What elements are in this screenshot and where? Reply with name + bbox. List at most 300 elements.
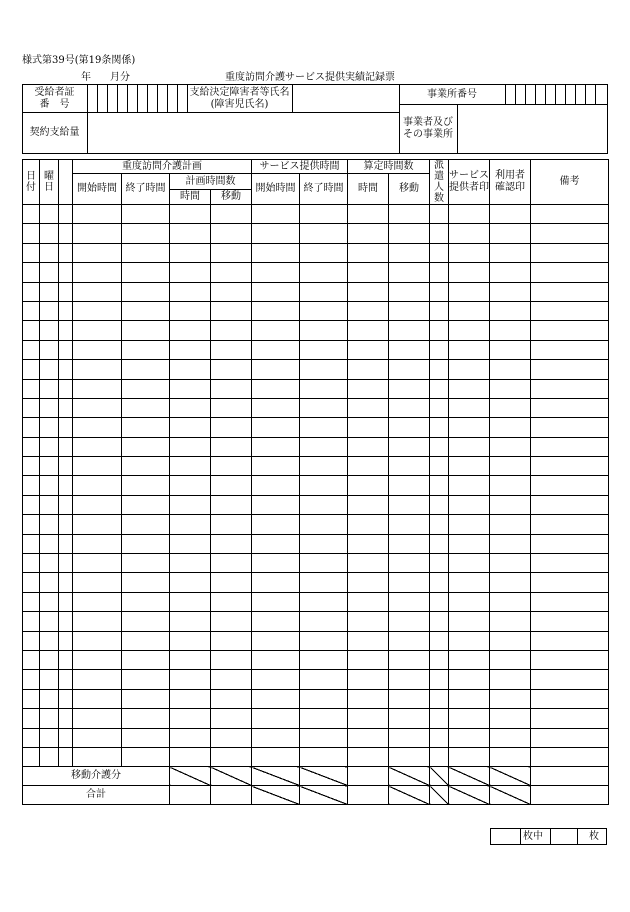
record-cell[interactable]	[23, 418, 40, 437]
record-cell[interactable]	[531, 670, 609, 689]
record-cell[interactable]	[430, 709, 449, 728]
record-cell[interactable]	[531, 689, 609, 708]
record-cell[interactable]	[531, 437, 609, 456]
record-cell[interactable]	[430, 515, 449, 534]
record-cell[interactable]	[170, 534, 211, 553]
record-cell[interactable]	[122, 398, 170, 417]
record-cell[interactable]	[40, 631, 59, 650]
record-cell[interactable]	[122, 205, 170, 224]
record-cell[interactable]	[40, 263, 59, 282]
record-cell[interactable]	[449, 515, 490, 534]
total-cell[interactable]	[531, 786, 609, 805]
record-cell[interactable]	[252, 476, 300, 495]
record-cell[interactable]	[122, 515, 170, 534]
record-cell[interactable]	[59, 515, 73, 534]
total-cell[interactable]	[211, 786, 252, 805]
record-cell[interactable]	[348, 360, 389, 379]
record-cell[interactable]	[490, 728, 531, 747]
record-cell[interactable]	[73, 243, 122, 262]
record-cell[interactable]	[490, 709, 531, 728]
record-cell[interactable]	[449, 379, 490, 398]
record-cell[interactable]	[211, 321, 252, 340]
record-cell[interactable]	[490, 398, 531, 417]
record-cell[interactable]	[59, 534, 73, 553]
record-cell[interactable]	[389, 747, 430, 766]
record-cell[interactable]	[211, 205, 252, 224]
record-cell[interactable]	[531, 476, 609, 495]
record-cell[interactable]	[348, 457, 389, 476]
record-cell[interactable]	[490, 205, 531, 224]
record-cell[interactable]	[252, 592, 300, 611]
record-cell[interactable]	[430, 670, 449, 689]
record-cell[interactable]	[170, 689, 211, 708]
record-cell[interactable]	[531, 243, 609, 262]
record-cell[interactable]	[170, 495, 211, 514]
record-cell[interactable]	[59, 301, 73, 320]
record-cell[interactable]	[122, 592, 170, 611]
record-cell[interactable]	[40, 709, 59, 728]
record-cell[interactable]	[40, 573, 59, 592]
record-cell[interactable]	[59, 398, 73, 417]
record-cell[interactable]	[300, 437, 348, 456]
record-cell[interactable]	[430, 573, 449, 592]
sum-cell[interactable]	[449, 767, 490, 786]
record-cell[interactable]	[122, 379, 170, 398]
record-cell[interactable]	[490, 515, 531, 534]
record-cell[interactable]	[449, 476, 490, 495]
record-cell[interactable]	[389, 321, 430, 340]
record-cell[interactable]	[59, 631, 73, 650]
record-cell[interactable]	[170, 709, 211, 728]
record-cell[interactable]	[490, 670, 531, 689]
record-cell[interactable]	[348, 243, 389, 262]
record-cell[interactable]	[449, 418, 490, 437]
record-cell[interactable]	[40, 205, 59, 224]
record-cell[interactable]	[23, 670, 40, 689]
record-cell[interactable]	[40, 689, 59, 708]
record-cell[interactable]	[300, 360, 348, 379]
record-cell[interactable]	[348, 573, 389, 592]
record-cell[interactable]	[531, 418, 609, 437]
record-cell[interactable]	[122, 224, 170, 243]
record-cell[interactable]	[300, 670, 348, 689]
record-cell[interactable]	[23, 728, 40, 747]
record-cell[interactable]	[449, 398, 490, 417]
record-cell[interactable]	[211, 631, 252, 650]
record-cell[interactable]	[490, 340, 531, 359]
record-cell[interactable]	[490, 321, 531, 340]
record-cell[interactable]	[430, 243, 449, 262]
record-cell[interactable]	[170, 728, 211, 747]
record-cell[interactable]	[531, 263, 609, 282]
record-cell[interactable]	[73, 205, 122, 224]
record-cell[interactable]	[23, 224, 40, 243]
record-cell[interactable]	[490, 612, 531, 631]
record-cell[interactable]	[389, 457, 430, 476]
record-cell[interactable]	[531, 631, 609, 650]
record-cell[interactable]	[449, 263, 490, 282]
record-cell[interactable]	[348, 398, 389, 417]
sum-cell[interactable]	[300, 767, 348, 786]
record-cell[interactable]	[73, 709, 122, 728]
record-cell[interactable]	[531, 301, 609, 320]
record-cell[interactable]	[389, 418, 430, 437]
record-cell[interactable]	[252, 650, 300, 669]
sum-cell[interactable]	[170, 767, 211, 786]
record-cell[interactable]	[531, 379, 609, 398]
record-cell[interactable]	[211, 243, 252, 262]
record-cell[interactable]	[40, 650, 59, 669]
record-cell[interactable]	[430, 301, 449, 320]
record-cell[interactable]	[122, 554, 170, 573]
total-cell[interactable]	[490, 786, 531, 805]
record-cell[interactable]	[211, 224, 252, 243]
record-cell[interactable]	[211, 709, 252, 728]
record-cell[interactable]	[23, 554, 40, 573]
record-cell[interactable]	[430, 650, 449, 669]
record-cell[interactable]	[59, 379, 73, 398]
record-cell[interactable]	[252, 205, 300, 224]
record-cell[interactable]	[252, 379, 300, 398]
record-cell[interactable]	[348, 205, 389, 224]
record-cell[interactable]	[23, 573, 40, 592]
record-cell[interactable]	[389, 689, 430, 708]
record-cell[interactable]	[490, 437, 531, 456]
record-cell[interactable]	[490, 534, 531, 553]
record-cell[interactable]	[490, 301, 531, 320]
record-cell[interactable]	[348, 554, 389, 573]
record-cell[interactable]	[252, 534, 300, 553]
record-cell[interactable]	[122, 709, 170, 728]
record-cell[interactable]	[300, 495, 348, 514]
record-cell[interactable]	[430, 321, 449, 340]
record-cell[interactable]	[73, 340, 122, 359]
sum-cell[interactable]	[490, 767, 531, 786]
record-cell[interactable]	[23, 437, 40, 456]
record-cell[interactable]	[348, 592, 389, 611]
record-cell[interactable]	[211, 457, 252, 476]
record-cell[interactable]	[531, 747, 609, 766]
record-cell[interactable]	[59, 340, 73, 359]
record-cell[interactable]	[59, 592, 73, 611]
record-cell[interactable]	[430, 437, 449, 456]
record-cell[interactable]	[300, 650, 348, 669]
record-cell[interactable]	[531, 515, 609, 534]
record-cell[interactable]	[40, 612, 59, 631]
record-cell[interactable]	[348, 282, 389, 301]
record-cell[interactable]	[170, 263, 211, 282]
record-cell[interactable]	[430, 398, 449, 417]
record-cell[interactable]	[449, 612, 490, 631]
record-cell[interactable]	[389, 515, 430, 534]
record-cell[interactable]	[59, 573, 73, 592]
record-cell[interactable]	[490, 476, 531, 495]
record-cell[interactable]	[449, 534, 490, 553]
record-cell[interactable]	[23, 282, 40, 301]
record-cell[interactable]	[531, 224, 609, 243]
record-cell[interactable]	[490, 573, 531, 592]
record-cell[interactable]	[73, 612, 122, 631]
record-cell[interactable]	[59, 282, 73, 301]
record-cell[interactable]	[59, 437, 73, 456]
record-cell[interactable]	[252, 301, 300, 320]
record-cell[interactable]	[23, 534, 40, 553]
recipient-number-cells[interactable]	[87, 84, 187, 112]
record-cell[interactable]	[430, 205, 449, 224]
record-cell[interactable]	[449, 554, 490, 573]
record-cell[interactable]	[490, 224, 531, 243]
record-cell[interactable]	[170, 340, 211, 359]
record-cell[interactable]	[300, 612, 348, 631]
record-cell[interactable]	[211, 379, 252, 398]
record-cell[interactable]	[252, 728, 300, 747]
record-cell[interactable]	[449, 321, 490, 340]
record-cell[interactable]	[23, 747, 40, 766]
record-cell[interactable]	[389, 224, 430, 243]
record-cell[interactable]	[348, 689, 389, 708]
record-cell[interactable]	[170, 476, 211, 495]
record-cell[interactable]	[73, 398, 122, 417]
record-cell[interactable]	[170, 747, 211, 766]
record-cell[interactable]	[389, 243, 430, 262]
record-cell[interactable]	[40, 224, 59, 243]
record-cell[interactable]	[59, 689, 73, 708]
record-cell[interactable]	[59, 612, 73, 631]
record-cell[interactable]	[73, 379, 122, 398]
sum-cell[interactable]	[211, 767, 252, 786]
record-cell[interactable]	[531, 321, 609, 340]
record-cell[interactable]	[300, 728, 348, 747]
record-cell[interactable]	[40, 398, 59, 417]
record-cell[interactable]	[449, 457, 490, 476]
record-cell[interactable]	[73, 747, 122, 766]
record-cell[interactable]	[449, 437, 490, 456]
record-cell[interactable]	[23, 631, 40, 650]
record-cell[interactable]	[73, 650, 122, 669]
record-cell[interactable]	[211, 360, 252, 379]
record-cell[interactable]	[59, 205, 73, 224]
record-cell[interactable]	[252, 631, 300, 650]
record-cell[interactable]	[252, 709, 300, 728]
record-cell[interactable]	[389, 709, 430, 728]
record-cell[interactable]	[122, 747, 170, 766]
record-cell[interactable]	[122, 437, 170, 456]
record-cell[interactable]	[348, 747, 389, 766]
record-cell[interactable]	[389, 573, 430, 592]
record-cell[interactable]	[211, 301, 252, 320]
record-cell[interactable]	[252, 689, 300, 708]
record-cell[interactable]	[40, 340, 59, 359]
record-cell[interactable]	[23, 321, 40, 340]
record-cell[interactable]	[449, 631, 490, 650]
record-cell[interactable]	[122, 670, 170, 689]
record-cell[interactable]	[73, 301, 122, 320]
record-cell[interactable]	[490, 631, 531, 650]
record-cell[interactable]	[73, 631, 122, 650]
record-cell[interactable]	[211, 650, 252, 669]
record-cell[interactable]	[531, 495, 609, 514]
record-cell[interactable]	[449, 709, 490, 728]
total-cell[interactable]	[389, 786, 430, 805]
record-cell[interactable]	[389, 670, 430, 689]
record-cell[interactable]	[23, 263, 40, 282]
record-cell[interactable]	[40, 243, 59, 262]
record-cell[interactable]	[73, 457, 122, 476]
record-cell[interactable]	[531, 650, 609, 669]
record-cell[interactable]	[430, 418, 449, 437]
record-cell[interactable]	[23, 398, 40, 417]
record-cell[interactable]	[40, 379, 59, 398]
record-cell[interactable]	[490, 457, 531, 476]
record-cell[interactable]	[73, 728, 122, 747]
record-cell[interactable]	[59, 747, 73, 766]
record-cell[interactable]	[300, 205, 348, 224]
record-cell[interactable]	[252, 437, 300, 456]
total-cell[interactable]	[430, 786, 449, 805]
sum-cell[interactable]	[531, 767, 609, 786]
record-cell[interactable]	[449, 728, 490, 747]
record-cell[interactable]	[122, 263, 170, 282]
total-cell[interactable]	[170, 786, 211, 805]
decision-holder-name-field[interactable]	[293, 84, 399, 112]
record-cell[interactable]	[122, 418, 170, 437]
record-cell[interactable]	[40, 418, 59, 437]
record-cell[interactable]	[430, 534, 449, 553]
record-cell[interactable]	[348, 224, 389, 243]
record-cell[interactable]	[211, 495, 252, 514]
record-cell[interactable]	[170, 573, 211, 592]
record-cell[interactable]	[252, 321, 300, 340]
record-cell[interactable]	[23, 340, 40, 359]
record-cell[interactable]	[170, 282, 211, 301]
record-cell[interactable]	[490, 243, 531, 262]
record-cell[interactable]	[490, 263, 531, 282]
record-cell[interactable]	[490, 495, 531, 514]
record-cell[interactable]	[252, 515, 300, 534]
record-cell[interactable]	[389, 612, 430, 631]
record-cell[interactable]	[430, 612, 449, 631]
record-cell[interactable]	[122, 321, 170, 340]
record-cell[interactable]	[73, 670, 122, 689]
record-cell[interactable]	[170, 554, 211, 573]
record-cell[interactable]	[348, 515, 389, 534]
record-cell[interactable]	[40, 457, 59, 476]
record-cell[interactable]	[348, 437, 389, 456]
record-cell[interactable]	[531, 573, 609, 592]
record-cell[interactable]	[430, 340, 449, 359]
record-cell[interactable]	[300, 457, 348, 476]
record-cell[interactable]	[449, 747, 490, 766]
record-cell[interactable]	[490, 418, 531, 437]
record-cell[interactable]	[73, 573, 122, 592]
record-cell[interactable]	[122, 534, 170, 553]
record-cell[interactable]	[348, 631, 389, 650]
record-cell[interactable]	[73, 592, 122, 611]
total-cell[interactable]	[348, 786, 389, 805]
record-cell[interactable]	[211, 554, 252, 573]
record-cell[interactable]	[449, 689, 490, 708]
record-cell[interactable]	[490, 592, 531, 611]
record-cell[interactable]	[300, 709, 348, 728]
record-cell[interactable]	[348, 650, 389, 669]
record-cell[interactable]	[531, 728, 609, 747]
record-cell[interactable]	[170, 592, 211, 611]
total-cell[interactable]	[300, 786, 348, 805]
record-cell[interactable]	[40, 670, 59, 689]
record-cell[interactable]	[389, 340, 430, 359]
record-cell[interactable]	[211, 263, 252, 282]
record-cell[interactable]	[170, 398, 211, 417]
record-cell[interactable]	[211, 573, 252, 592]
record-cell[interactable]	[59, 728, 73, 747]
record-cell[interactable]	[531, 360, 609, 379]
record-cell[interactable]	[449, 282, 490, 301]
sum-cell[interactable]	[430, 767, 449, 786]
record-cell[interactable]	[59, 457, 73, 476]
record-cell[interactable]	[252, 573, 300, 592]
record-cell[interactable]	[389, 476, 430, 495]
record-cell[interactable]	[490, 379, 531, 398]
record-cell[interactable]	[170, 670, 211, 689]
total-cell[interactable]	[449, 786, 490, 805]
record-cell[interactable]	[122, 457, 170, 476]
record-cell[interactable]	[40, 437, 59, 456]
record-cell[interactable]	[430, 592, 449, 611]
record-cell[interactable]	[211, 437, 252, 456]
record-cell[interactable]	[348, 418, 389, 437]
record-cell[interactable]	[348, 321, 389, 340]
record-cell[interactable]	[170, 515, 211, 534]
record-cell[interactable]	[531, 534, 609, 553]
record-cell[interactable]	[252, 612, 300, 631]
record-cell[interactable]	[389, 554, 430, 573]
record-cell[interactable]	[389, 650, 430, 669]
record-cell[interactable]	[430, 282, 449, 301]
record-cell[interactable]	[23, 243, 40, 262]
record-cell[interactable]	[211, 476, 252, 495]
record-cell[interactable]	[449, 495, 490, 514]
record-cell[interactable]	[348, 379, 389, 398]
record-cell[interactable]	[40, 301, 59, 320]
record-cell[interactable]	[59, 495, 73, 514]
record-cell[interactable]	[211, 418, 252, 437]
record-cell[interactable]	[449, 340, 490, 359]
record-cell[interactable]	[122, 476, 170, 495]
record-cell[interactable]	[449, 670, 490, 689]
record-cell[interactable]	[211, 515, 252, 534]
record-cell[interactable]	[40, 321, 59, 340]
record-cell[interactable]	[59, 650, 73, 669]
record-cell[interactable]	[59, 670, 73, 689]
record-cell[interactable]	[531, 457, 609, 476]
record-cell[interactable]	[170, 301, 211, 320]
record-cell[interactable]	[122, 243, 170, 262]
record-cell[interactable]	[23, 650, 40, 669]
record-cell[interactable]	[252, 495, 300, 514]
record-cell[interactable]	[73, 321, 122, 340]
record-cell[interactable]	[389, 263, 430, 282]
record-cell[interactable]	[389, 205, 430, 224]
record-cell[interactable]	[40, 282, 59, 301]
record-cell[interactable]	[348, 709, 389, 728]
record-cell[interactable]	[531, 340, 609, 359]
record-cell[interactable]	[122, 282, 170, 301]
record-cell[interactable]	[73, 495, 122, 514]
record-cell[interactable]	[170, 243, 211, 262]
record-cell[interactable]	[430, 476, 449, 495]
record-cell[interactable]	[122, 340, 170, 359]
record-cell[interactable]	[389, 728, 430, 747]
